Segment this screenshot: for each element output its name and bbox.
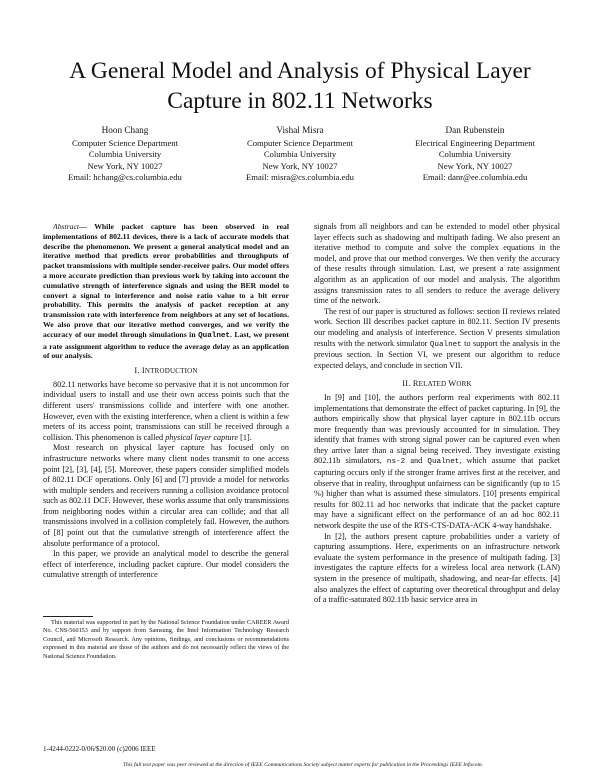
footnote: This material was supported in part by the National Science Foundation under CAREER Award No. CNS-560153 and by support from Samsung, the Intel Information Technology Research Council, and Microsoft Research. Any opinions, findings, and conclusions or recommendations expressed in this material are those of the authors and do not necessarily reflect the views of the National Science Foundation. [43,619,289,660]
related-paragraph-1 [314,393,560,532]
left-column [43,222,289,581]
author-univ: Columbia University [438,149,512,160]
text: [1]. [238,432,252,442]
emphasis: physical layer capture [165,432,239,442]
abstract-text-a: — While packet capture has been observed in real implementations of 802.11 devices, there is a lack of accurate models that describe the phenomenon. We present a general analytical model and an iterative method that predicts error probabilities and throughputs of packet transmissions with multiple sender-receiver pairs. Our model offers a more accurate prediction than previous work by taking into account the cumulative strength of interference signals and using the BER model to convert a signal to interference and noise ratio value to a bit error probability. This permits the analysis of packet reception at any transmission rate with interference from neighbors at any set of locations. We also prove that our iterative method converges, and we verify the accuracy of our model through simulations in [43,222,289,339]
section-title-initial: W [448,379,457,389]
related-paragraph-2: In [2], the authors present capture probabilities under a variety of capturing assumptions. Here, experiments on an infrastructure network evaluate the system performance in the presence of multipath fading. [3] investigates the capture effects for a wireless local area network (LAN) system in the presence of multipath, shadowing, and near-far effects. [4] also analyzes the effect of capturing over theoretical throughput and delay of a traffic-saturated 802.11b basic service area in [314,531,560,605]
intro-paragraph-2: Most research on physical layer capture has focused only on infrastructure networks where many client nodes transmit to one access point [2], [3], [4], [5]. Moreover, these papers consider simplified models of 802.11 DCF operations. Only [6] and [7] provide a model for networks with multiple senders and receivers running a collision avoidance protocol such as 802.11 DCF. However, these works assume that only transmissions from neighboring nodes within a circular area can collide; and that all transmissions involved in a collision completely fail. However, the authors of [8] point out that the cumulative strength of interference affect the absolute performance of a protocol. [43,443,289,548]
author-city: New York, NY 10027 [437,160,513,171]
author-dept: Computer Science Department [72,137,178,148]
abstract-label: Abstract [53,222,80,231]
author-3 [390,125,560,184]
author-dept: Computer Science Department [247,137,353,148]
mono-text: Qualnet [427,458,460,467]
intro-paragraph-4 [314,307,560,372]
right-column [314,222,560,606]
author-city: New York, NY 10027 [262,160,338,171]
section-title-rest: ELATED [418,380,449,389]
abstract [43,222,289,361]
author-email: Email: misra@cs.columbia.edu [246,172,354,183]
author-univ: Columbia University [88,149,162,160]
intro-paragraph-3: In this paper, we provide an analytical model to describe the general effect of interference, including packet capture. Our model considers the cumulative strength of interference [43,549,289,580]
copyright-line: 1-4244-0222-0/06/$20.00 (c)2006 IEEE [43,745,156,753]
section-title-rest: NTRODUCTION [144,367,198,376]
paper-title: A General Model and Analysis of Physical Layer Capture in 802.11 Networks [69,58,531,114]
author-city: New York, NY 10027 [87,160,163,171]
text: to support the analysis in the previous section. In Section VI, we present our algorithm to reduce expected delays, and conclude in section VII. [314,338,560,370]
section-title-initial: I [141,366,145,376]
section-heading-introduction [43,366,289,377]
section-title-initial: R [412,379,419,389]
mono-text: Qualnet [429,340,462,349]
section-heading-related-work [314,379,560,390]
mono-text: ns-2 [386,458,406,467]
author-name: Dan Rubenstein [445,125,505,135]
author-email: Email: hchang@cs.columbia.edu [68,172,182,183]
text: The rest of our paper is structured as follows: section II reviews related work. Section III describes packet capture in 802.11. Section IV presents our modeling and analysis of interference. Section V presents simulation results with the network simulator [314,306,560,348]
intro-paragraph-3-cont: signals from all neighbors and can be extended to model other physical layer effects such as shadowing and multipath fading. We also present an iterative method to compute and solve the complex equations in the model, and prove that our method converges. We then verify the accuracy of these results through simulation. Last, we present a rate assignment algorithm as an application of our model and analysis. The algorithm assigns transmission rates to all senders to reduce the average delivery time of the network. [314,222,560,306]
text: , which assume that packet capturing occurs only if the stronger frame arrives first at the receiver, and observe that in reality, throughput unfairness can be significantly (up to 15 %) higher than what is assumed these simulators. [10] presents empirical results for 802.11 ad hoc networks that indicate that the packet capture may have a significant effect on the performance of an ad hoc 802.11 network despite the use of the RTS-CTS-DATA-ACK 4-way handshake. [314,456,560,531]
intro-paragraph-1 [43,380,289,444]
author-1 [40,125,210,184]
author-block [40,125,560,184]
author-name: Vishal Misra [276,125,324,135]
publication-note: This full text paper was peer reviewed at the direction of IEEE Communications Society subject matter experts for publication in the Proceedings IEEE Infocom. [122,762,484,768]
footnote-rule [43,616,93,617]
author-dept: Electrical Engineering Department [415,137,535,148]
section-title-rest: ORK [456,380,472,389]
text: 802.11 networks have become so pervasive that it is not uncommon for individual users to install and use their own access points such that the different users' transmissions collide and interfere with one another. However, even with the existing interference, when a client is within a few meters of its access point, transmissions can still be received through a collision. This phenomenon is called [43,379,289,442]
author-univ: Columbia University [263,149,337,160]
section-number: I. [134,366,142,376]
abstract-mono: Qualnet [198,331,230,340]
author-2 [215,125,385,184]
author-name: Hoon Chang [101,125,149,135]
section-number: II. [402,379,413,389]
text: In [9] and [10], the authors perform real experiments with 802.11 implementations that demonstrate the effect of packet capturing. In [9], the authors empirically show that physical layer capture in 802.11b occurs more frequently than was previously accounted for in simulation. They identify that frames with strong signal power can be captured even when they arrive later than a signal being received. They investigate existing 802.11b simulators, [314,392,560,466]
author-email: Email: danr@ee.columbia.edu [422,172,528,183]
text: and [405,456,428,466]
abstract-text-b: . Last, we present a rate assignment algorithm to reduce the average delay as an application of our analysis. [43,329,289,361]
